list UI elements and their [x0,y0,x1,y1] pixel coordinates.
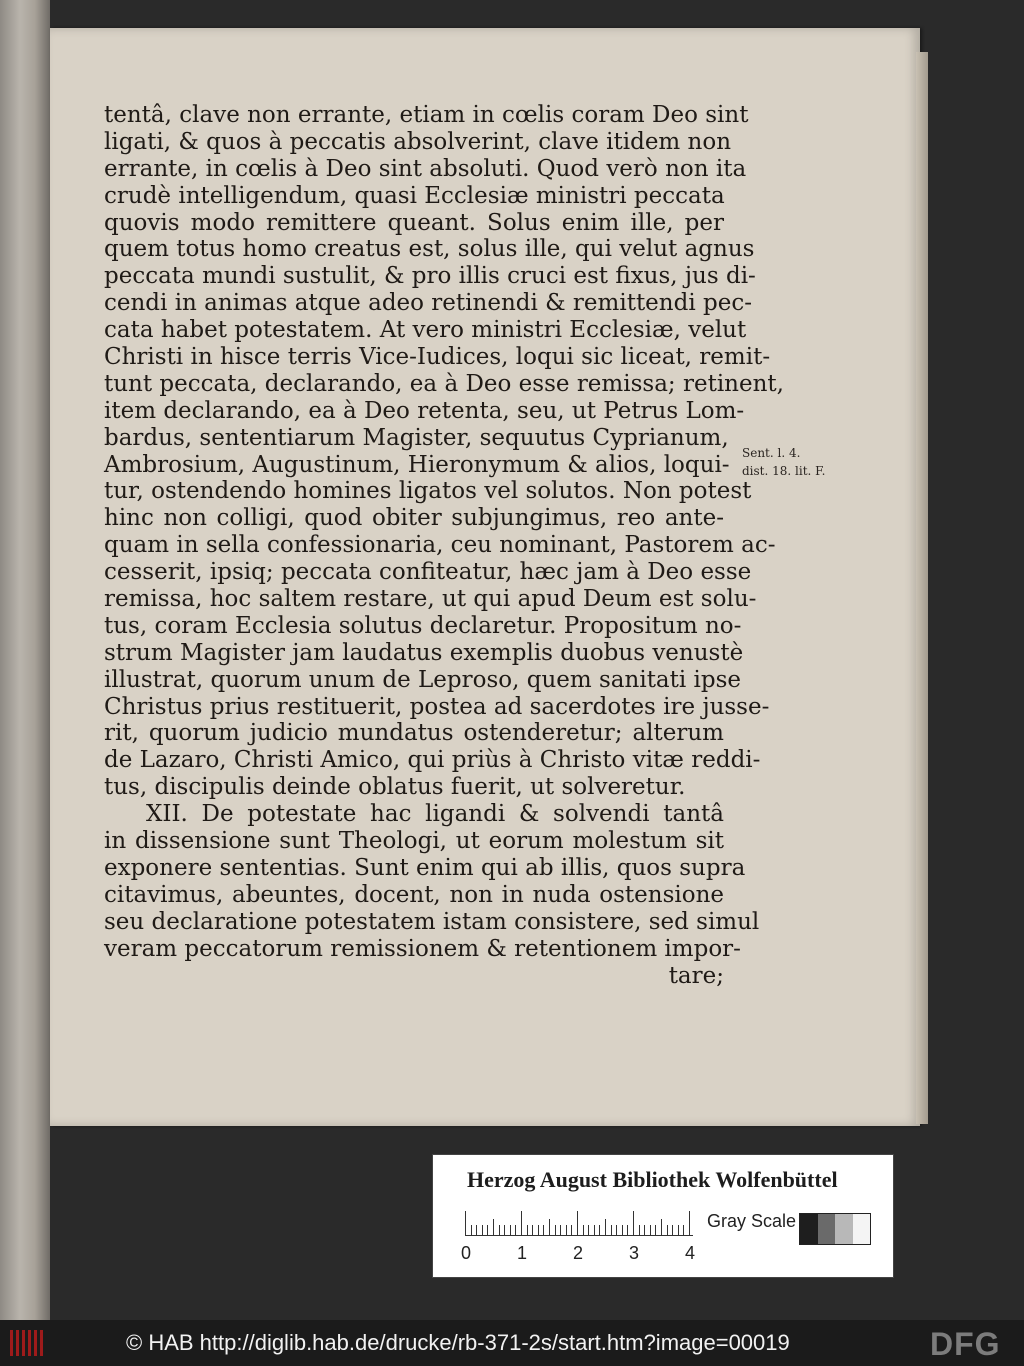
text-line: strum Magister jam laudatus exemplis duobus venustè [104,639,744,666]
margin-note-line: Sent. l. 4. [742,446,801,460]
ruler-tick [622,1225,623,1235]
target-title: Herzog August Bibliothek Wolfenbüttel [467,1167,838,1192]
text-line: cendi in animas atque adeo retinendi & remittendi pec- [104,290,752,317]
ruler-tick [532,1225,533,1235]
ruler-tick [588,1225,589,1235]
ruler-tick [538,1225,539,1235]
ruler-tick [689,1211,690,1235]
ruler-tick [493,1219,494,1235]
ruler-number: 1 [517,1243,528,1263]
ruler-tick [683,1225,684,1235]
ruler-tick [605,1219,606,1235]
ruler-tick [661,1219,662,1235]
text-line: tus, coram Ecclesia solutus declaretur. Propositum no- [104,612,742,639]
ruler-tick [521,1211,522,1235]
text-line: Ambrosium, Augustinum, Hieronymum & alios, loqui- [104,451,730,478]
text-line: errante, in cœlis à Deo sint absoluti. Quod verò non ita [104,155,747,182]
text-line: citavimus, abeuntes, docent, non in nuda ostensione [104,881,724,908]
text-line: quovis modo remittere queant. Solus enim ille, per [104,209,724,236]
text-line: quem totus homo creatus est, solus ille, qui velut agnus [104,236,755,263]
gray-patch [835,1214,853,1244]
ruler-scale [465,1211,693,1236]
ruler-tick [571,1225,572,1235]
text-line: de Lazaro, Christi Amico, qui priùs à Christo vitæ reddi- [104,747,761,774]
ruler-number: 3 [629,1243,640,1263]
text-line: cata habet potestatem. At vero ministri Ecclesiæ, velut [104,317,747,344]
ruler-tick [560,1225,561,1235]
footer-credit: © HAB http://diglib.hab.de/drucke/rb-371-2s/start.htm?image=00019 [126,1330,790,1355]
footer-bar [0,1320,1024,1366]
ruler-tick [667,1225,668,1235]
ruler-tick [611,1225,612,1235]
text-line: hinc non colligi, quod obiter subjungimus, reo ante- [104,505,724,532]
ruler-tick [633,1211,634,1235]
ruler-tick [678,1225,679,1235]
ruler-number: 0 [461,1243,472,1263]
ruler-tick [476,1225,477,1235]
dfg-logo: DFG [930,1326,1001,1362]
ruler-tick [566,1225,567,1235]
text-line: item declarando, ea à Deo retenta, seu, ut Petrus Lom- [104,397,745,424]
ruler-tick [510,1225,511,1235]
text-line: tus, discipulis deinde oblatus fuerit, ut solveretur. [104,774,686,801]
hab-barcode-icon [10,1330,46,1356]
text-line: illustrat, quorum unum de Leproso, quem sanitati ipse [104,666,742,693]
text-line: bardus, sententiarum Magister, sequutus Cyprianum, [104,424,729,451]
text-line: XII. De potestate hac ligandi & solvendi tantâ [146,801,724,828]
ruler-tick [594,1225,595,1235]
ruler-tick [549,1219,550,1235]
margin-note-line: dist. 18. lit. F. [742,464,826,478]
text-line: rit, quorum judicio mundatus ostenderetur; alterum [104,720,724,747]
ruler-tick [672,1225,673,1235]
ruler-tick [515,1225,516,1235]
ruler-tick [504,1225,505,1235]
text-line: ligati, & quos à peccatis absolverint, clave itidem non [104,128,732,155]
text-line: tunt peccata, declarando, ea à Deo esse remissa; retinent, [104,370,784,397]
text-line: seu declaratione potestatem istam consistere, sed simul [104,908,760,935]
text-line: in dissensione sunt Theologi, ut eorum molestum sit [104,828,724,855]
gray-patch [853,1214,871,1244]
text-line: peccata mundi sustulit, & pro illis cruci est fixus, jus di- [104,263,756,290]
ruler-tick [555,1225,556,1235]
previous-page-edge [0,0,50,1320]
ruler-tick [644,1225,645,1235]
gray-scale-patches [799,1213,871,1245]
ruler-tick [627,1225,628,1235]
ruler-tick [471,1225,472,1235]
ruler-tick [527,1225,528,1235]
gray-scale-label: Gray Scale [707,1211,797,1231]
ruler-tick [655,1225,656,1235]
ruler-number: 2 [573,1243,584,1263]
text-line: veram peccatorum remissionem & retentionem impor- [104,935,741,962]
text-line: tentâ, clave non errante, etiam in cœlis coram Deo sint [104,102,749,128]
book-page [50,28,920,1126]
ruler-tick [482,1225,483,1235]
text-line: exponere sententias. Sunt enim qui ab illis, quos supra [104,854,746,881]
gray-patch [800,1214,818,1244]
ruler-tick [465,1211,466,1235]
text-line: cesserit, ipsiq; peccata confiteatur, hæc jam à Deo esse [104,559,752,586]
ruler-tick [599,1225,600,1235]
ruler-tick [650,1225,651,1235]
text-line: Christus prius restituerit, postea ad sacerdotes ire jusse- [104,693,770,720]
ruler-tick [577,1211,578,1235]
ruler-tick [499,1225,500,1235]
text-line: Christi in hisce terris Vice-Iudices, loqui sic liceat, remit- [104,344,771,371]
ruler-tick [543,1225,544,1235]
page-edge [916,52,928,1124]
ruler-tick [616,1225,617,1235]
ruler-tick [487,1225,488,1235]
text-line: crudè intelligendum, quasi Ecclesiæ ministri peccata [104,182,725,209]
margin-note [742,444,862,480]
gray-patch [818,1214,836,1244]
ruler-tick [583,1225,584,1235]
text-line: quam in sella confessionaria, ceu nominant, Pastorem ac- [104,532,776,559]
text-line: remissa, hoc saltem restare, ut qui apud Deum est solu- [104,586,757,613]
ruler-tick [639,1225,640,1235]
color-target [432,1154,894,1278]
ruler-number: 4 [685,1243,696,1263]
text-line: tur, ostendendo homines ligatos vel solutos. Non potest [104,478,752,505]
catchword: tare; [668,962,724,989]
